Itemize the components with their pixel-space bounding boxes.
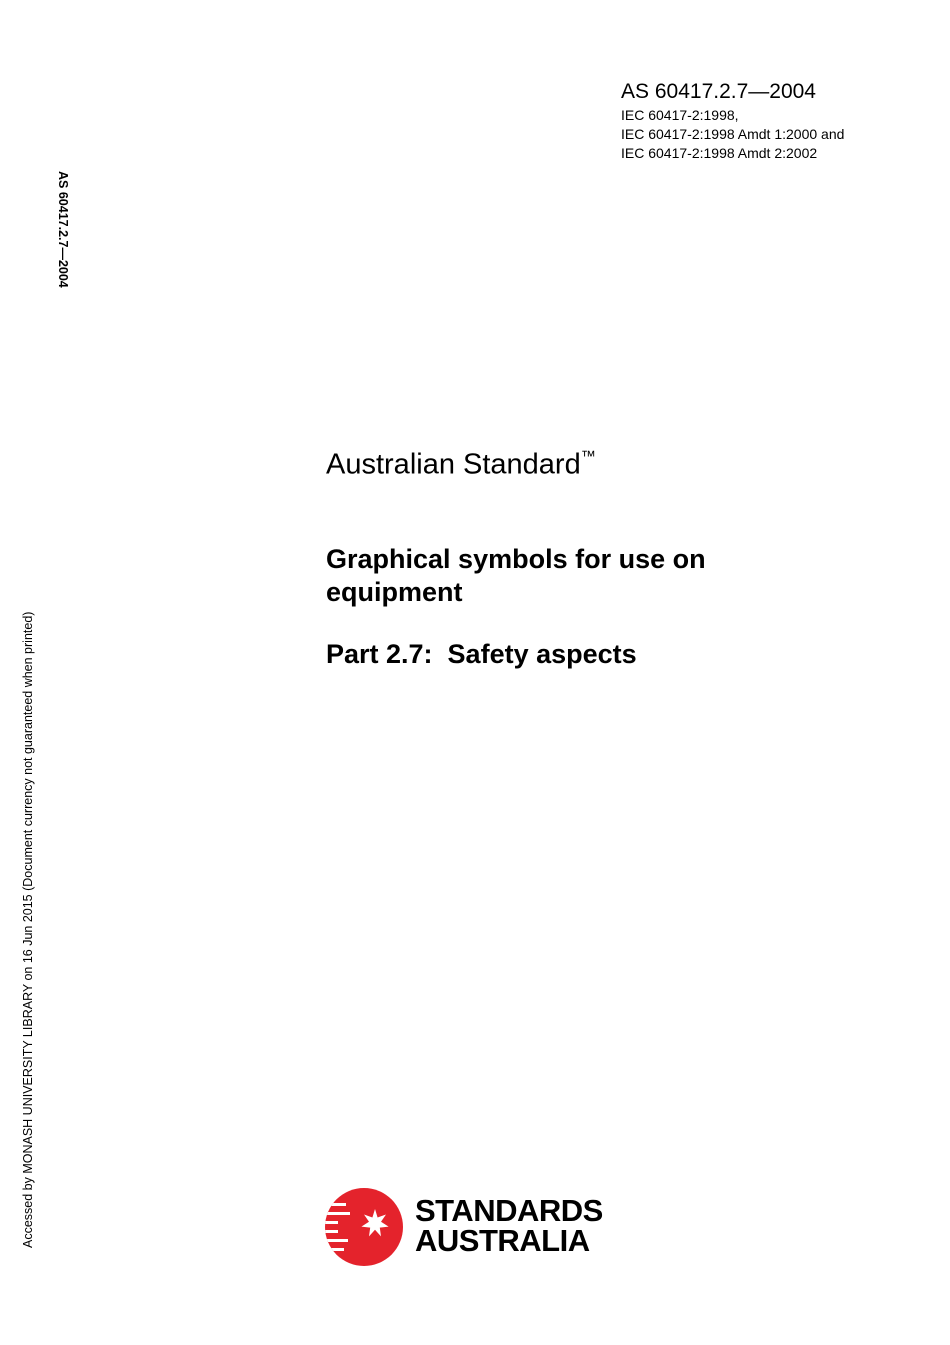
logo-line-australia: AUSTRALIA xyxy=(415,1223,590,1258)
part-title: Part 2.7: Safety aspects xyxy=(326,639,637,669)
trademark-symbol: ™ xyxy=(580,448,596,465)
standard-number: AS 60417.2.7—2004 xyxy=(621,80,816,103)
document-title: Graphical symbols for use on equipment xyxy=(326,544,706,607)
brand-name: Australian Standard xyxy=(326,448,581,481)
side-standard-code: AS 60417.2.7—2004 xyxy=(56,171,70,288)
logo-line-standards: STANDARDS xyxy=(415,1193,603,1228)
access-notice: Accessed by MONASH UNIVERSITY LIBRARY on 16 Jun 2015 (Document currency not guaranteed when printed) xyxy=(21,611,35,1248)
iec-reference: IEC 60417-2:1998, xyxy=(621,107,739,123)
standards-australia-logo-icon xyxy=(324,1187,404,1267)
iec-reference: IEC 60417-2:1998 Amdt 1:2000 and xyxy=(621,126,845,142)
iec-reference: IEC 60417-2:1998 Amdt 2:2002 xyxy=(621,145,818,161)
brand-heading xyxy=(326,441,596,483)
logo-wordmark xyxy=(415,1193,603,1258)
